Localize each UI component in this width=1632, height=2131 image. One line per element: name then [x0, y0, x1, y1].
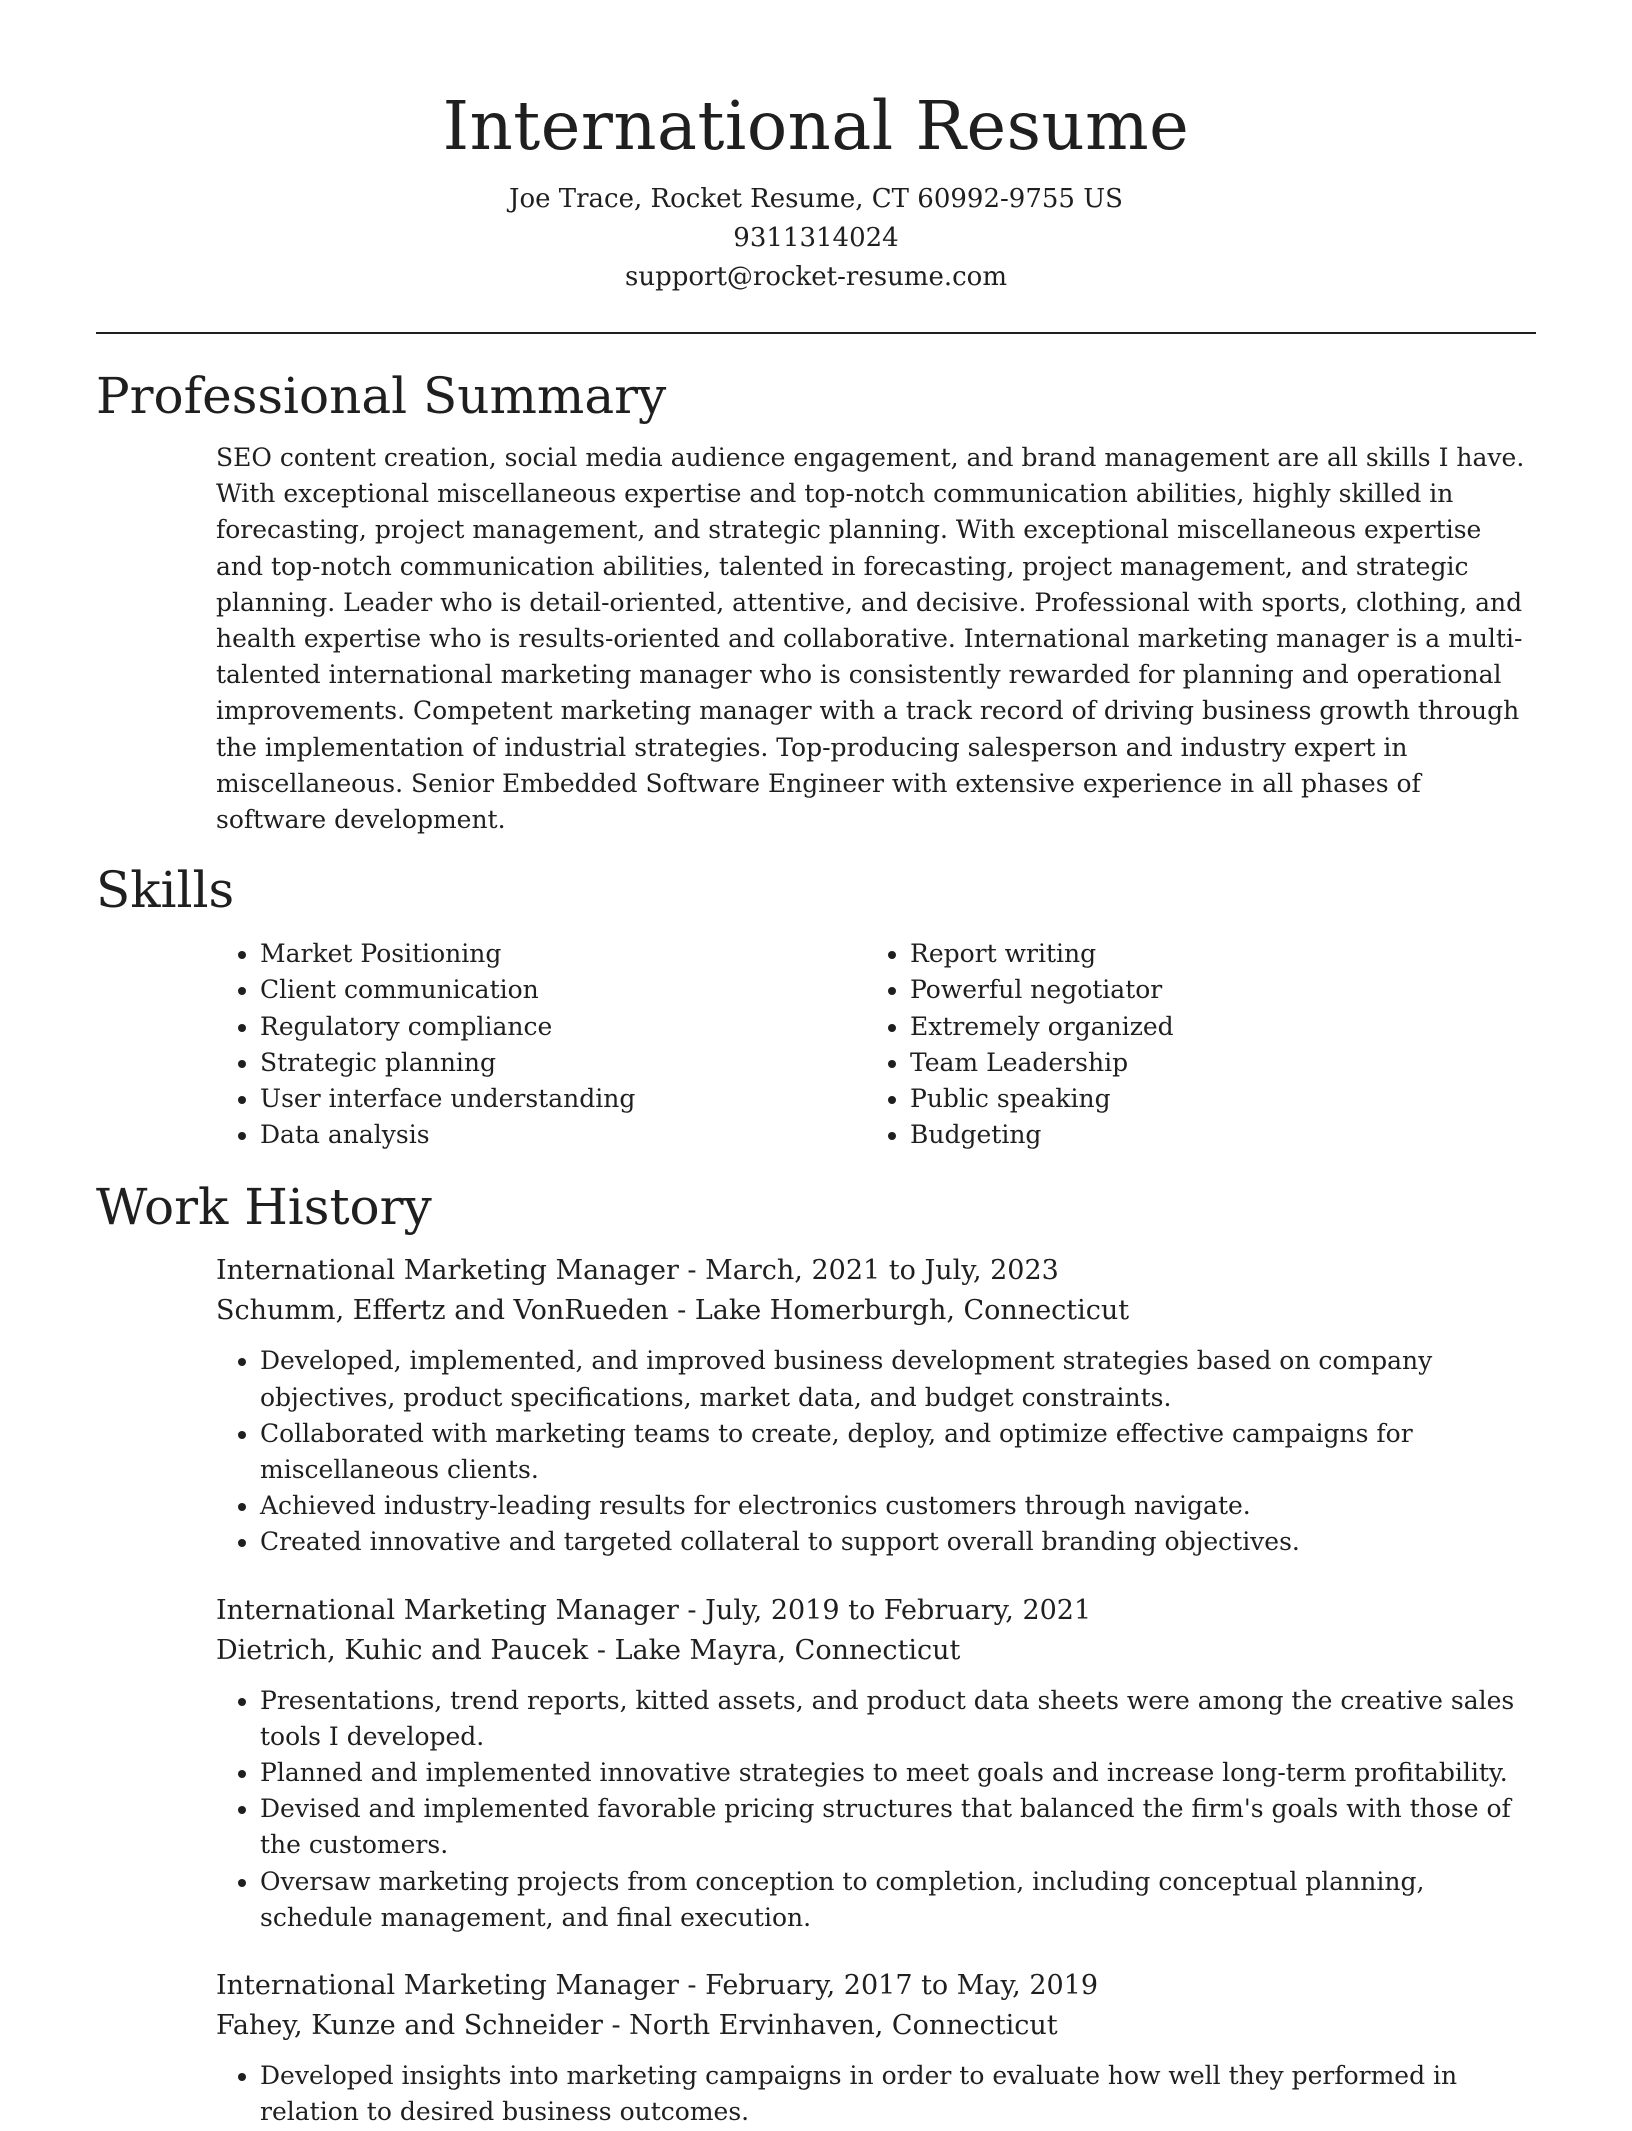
job-bullets [216, 1683, 1536, 1936]
job-company-line: Fahey, Kunze and Schneider - North Ervinhaven, Connecticut [216, 2010, 1058, 2042]
job-title-line: International Marketing Manager - March, 2021 to July, 2023 [216, 1255, 1059, 1287]
job-entry [216, 1591, 1536, 1936]
job-company-line: Dietrich, Kuhic and Paucek - Lake Mayra, Connecticut [216, 1634, 961, 1666]
resume-header [96, 0, 1536, 297]
skill-item: • Public speaking [910, 1081, 1516, 1117]
skills-heading: Skills [96, 861, 235, 920]
skills-column-right [866, 936, 1516, 1153]
contact-email: support@rocket-resume.com [624, 262, 1007, 292]
header-divider [96, 332, 1536, 334]
contact-phone: 9311314024 [733, 223, 899, 253]
job-title-line: International Marketing Manager - February, 2017 to May, 2019 [216, 1970, 1099, 2002]
job-bullet: • Presentations, trend reports, kitted assets, and product data sheets were among the creative sales tools I developed. [260, 1683, 1536, 1755]
skill-item: • Budgeting [910, 1117, 1516, 1153]
skill-item: • Extremely organized [910, 1009, 1516, 1045]
job-title-line: International Marketing Manager - July, 2019 to February, 2021 [216, 1594, 1092, 1626]
skill-item: • Regulatory compliance [260, 1009, 866, 1045]
job-bullet: • Developed, implemented, and improved business development strategies based on company objectives, product specifications, market data, and budget constraints. [260, 1343, 1536, 1415]
job-entry [216, 1966, 1536, 2130]
skill-item: • Team Leadership [910, 1045, 1516, 1081]
job-bullets [216, 2058, 1536, 2130]
job-company-line: Schumm, Effertz and VonRueden - Lake Homerburgh, Connecticut [216, 1295, 1130, 1327]
contact-info [96, 180, 1536, 297]
summary-text: SEO content creation, social media audience engagement, and brand management are all skills I have. With exceptional miscellaneous expertise and top-notch communication abilities, highly skilled in forecasting, project management, and strategic planning. With exceptional miscellaneous expertise and top-notch communication abilities, talented in forecasting, project management, and strategic planning. Leader who is detail-oriented, attentive, and decisive. Professional with sports, clothing, and health expertise who is results-oriented and collaborative. International marketing manager is a multi-talented international marketing manager who is consistently rewarded for planning and operational improvements. Competent marketing manager with a track record of driving business growth through the implementation of industrial strategies. Top-producing salesperson and industry expert in miscellaneous. Senior Embedded Software Engineer with extensive experience in all phases of software development. [216, 443, 1525, 835]
skill-item: • Powerful negotiator [910, 972, 1516, 1008]
summary-heading: Professional Summary [96, 367, 667, 425]
skill-item: • Market Positioning [260, 936, 866, 972]
skill-item: • User interface understanding [260, 1081, 866, 1117]
job-bullet: • Oversaw marketing projects from conception to completion, including conceptual planning, schedule management, and final execution. [260, 1864, 1536, 1936]
skill-item: • Strategic planning [260, 1045, 866, 1081]
job-bullet: • Developed insights into marketing campaigns in order to evaluate how well they performed in relation to desired business outcomes. [260, 2058, 1536, 2130]
skill-item: • Report writing [910, 936, 1516, 972]
job-bullet: • Achieved industry-leading results for electronics customers through navigate. [260, 1488, 1536, 1524]
skills-column-left [216, 936, 866, 1153]
job-bullet: • Created innovative and targeted collateral to support overall branding objectives. [260, 1524, 1536, 1560]
job-bullet: • Collaborated with marketing teams to create, deploy, and optimize effective campaigns for miscellaneous clients. [260, 1416, 1536, 1488]
contact-address: Joe Trace, Rocket Resume, CT 60992-9755 US [509, 184, 1123, 214]
skills-list [216, 936, 1536, 1153]
job-bullet: • Planned and implemented innovative strategies to meet goals and increase long-term profitability. [260, 1755, 1536, 1791]
work-history-heading: Work History [96, 1178, 432, 1237]
skill-item: • Client communication [260, 972, 866, 1008]
skill-item: • Data analysis [260, 1117, 866, 1153]
resume-title: International Resume [442, 87, 1190, 165]
job-bullet: • Devised and implemented favorable pricing structures that balanced the firm's goals with those of the customers. [260, 1791, 1536, 1863]
job-bullets [216, 1343, 1536, 1560]
job-entry [216, 1251, 1536, 1560]
